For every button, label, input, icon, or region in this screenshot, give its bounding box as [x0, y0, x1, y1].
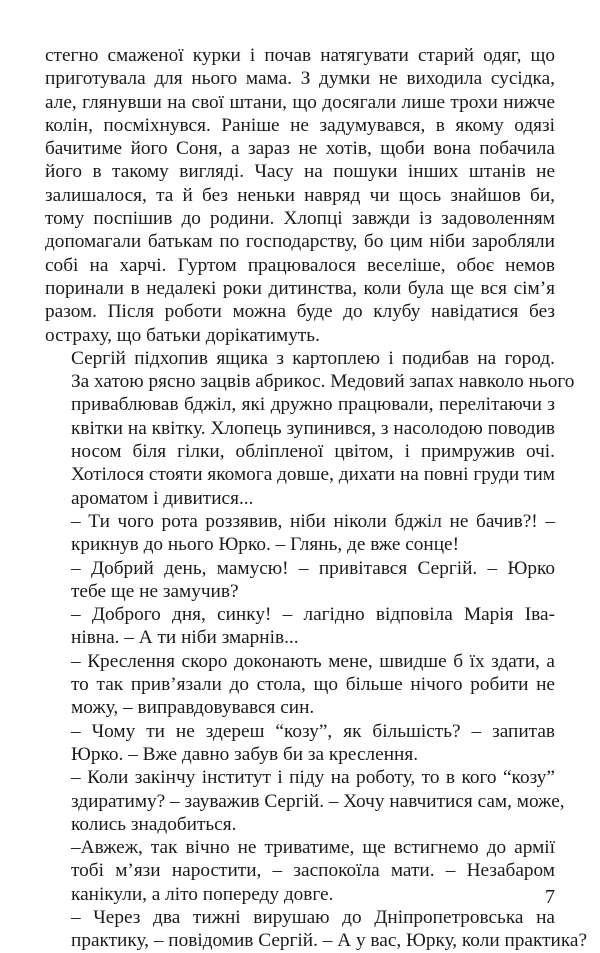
text-line: – Ти чого рота роззявив, ніби ніколи бджіл не бачив?! –: [71, 510, 555, 532]
text-line: Юрко. – Вже давно забув би за креслення.: [71, 743, 419, 765]
text-line: носом біля гілки, обліпленої цвітом, і примружив очі.: [71, 441, 555, 463]
paragraph: [45, 44, 555, 347]
page-number: 7: [545, 886, 555, 908]
text-line: – Доброго дня, синку! – лагідно відповіла Марія Іва-: [71, 604, 555, 626]
text-line: ароматом і дивитися...: [71, 487, 254, 509]
text-line: тому поспішив до родини. Хлопці завжди із задоволенням: [45, 208, 555, 230]
text-line: стегно смаженої курки і почав натягувати старий одяг, що: [45, 45, 555, 66]
paragraph: [45, 557, 555, 604]
text-line: остраху, що батьки дорікатимуть.: [45, 324, 320, 346]
text-line: залишалося, та й без неньки навряд чи щось знайшов би,: [45, 184, 555, 206]
text-line: –Авжеж, так вічно не триватиме, ще встигнемо до армії: [71, 837, 555, 859]
text-line: крикнув до нього Юрко. – Глянь, де вже сонце!: [71, 534, 460, 556]
text-line: колін, посміхнувся. Раніше не задумувався, в якому одязі: [45, 114, 555, 136]
text-line: нівна. – А ти ніби змарнів...: [71, 627, 299, 649]
paragraph: [45, 603, 555, 650]
text-line: – Через два тижні вирушаю до Дніпропетровська на: [71, 906, 555, 928]
text-line: допомагали батькам по господарству, бо цим ніби заробляли: [45, 231, 555, 253]
text-line: колись знадобиться.: [71, 813, 237, 835]
paragraph: [45, 720, 555, 767]
paragraph: [45, 766, 565, 836]
text-line: – Добрий день, мамусю! – привітався Сергій. – Юрко: [71, 557, 555, 579]
text-line: поринали в недалекі роки дитинства, коли була ще вся сім’я: [45, 277, 555, 299]
text-line: За хатою рясно зацвів абрикос. Медовий запах навколо нього: [71, 371, 575, 393]
paragraph: [45, 347, 575, 510]
paragraph: [45, 650, 555, 720]
text-line: тобі м’язи наростити, – заспокоїла мати. – Незабаром: [71, 860, 555, 882]
text-line: можу, – виправдовувався син.: [71, 697, 315, 719]
text-line: здиратиму? – зауважив Сергій. – Хочу навчитися сам, може,: [71, 790, 565, 812]
text-line: але, глянувши на свої штани, що досягали лише трохи нижче: [45, 91, 555, 113]
text-line: то так прив’язали до стола, що більше нічого робити не: [71, 674, 555, 696]
text-line: собі на харчі. Гуртом працювалося веселіше, обоє немов: [45, 254, 555, 276]
text-line: приваблював бджіл, які дружно працювали, перелітаючи з: [71, 394, 555, 416]
page-body: [45, 44, 588, 953]
text-line: разом. Після роботи можна буде до клубу навідатися без: [45, 301, 555, 323]
text-line: канікули, а літо попереду довге.: [71, 883, 334, 905]
text-line: практику, – повідомив Сергій. – А у вас, Юрку, коли практика?: [71, 930, 588, 952]
text-line: Сергій підхопив ящика з картоплею і подибав на город.: [71, 347, 555, 369]
text-line: Хотілося стояти якомога довше, дихати на повні груди тим: [71, 464, 555, 486]
text-line: квітки на квітку. Хлопець зупинився, з насолодою поводив: [71, 417, 555, 439]
paragraph: [45, 510, 555, 557]
text-line: – Коли закінчу інститут і піду на роботу, то в кого “козу”: [71, 767, 555, 789]
text-line: – Креслення скоро доконають мене, швидше б їх здати, а: [71, 650, 555, 672]
paragraph: [45, 906, 588, 953]
text-line: тебе ще не замучив?: [71, 580, 239, 602]
text-line: його в такому вигляді. Часу на пошуки інших штанів не: [45, 161, 555, 183]
paragraph: [45, 836, 555, 906]
text-line: – Чому ти не здереш “козу”, як більшість? – запитав: [71, 720, 555, 742]
text-line: приготувала для нього мама. З думки не виходила сусідка,: [45, 68, 555, 90]
text-line: бачитиме його Соня, а зараз не хотів, щоби вона побачила: [45, 138, 555, 160]
